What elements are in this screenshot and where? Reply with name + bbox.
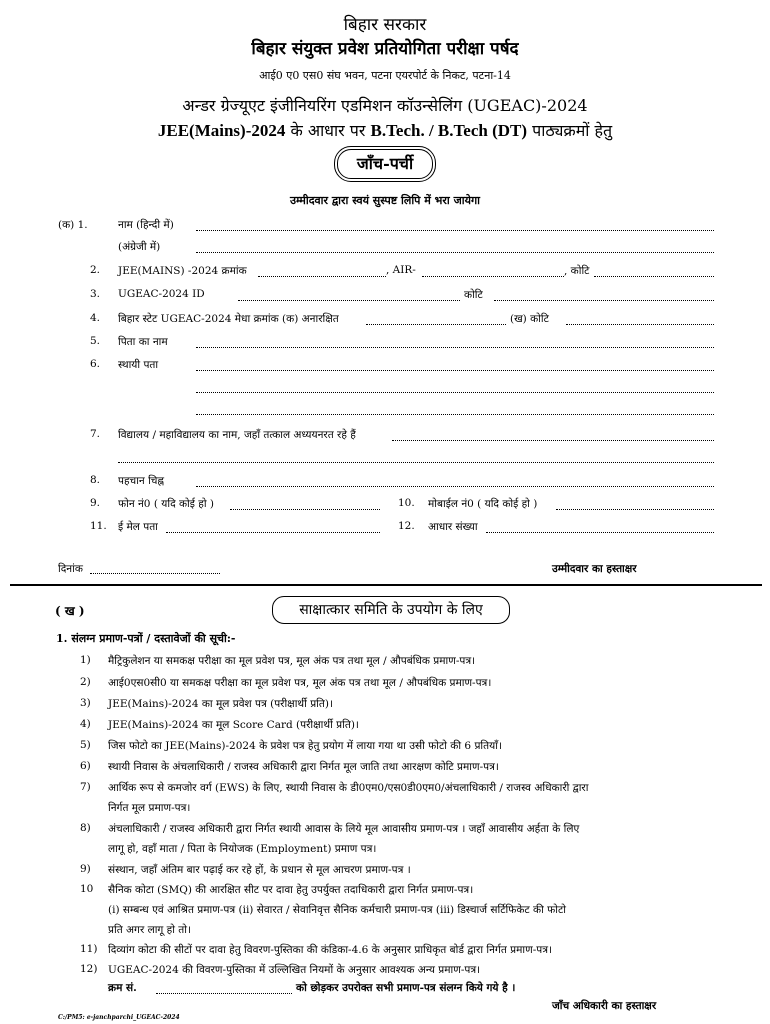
footer-file-code: C:/PM5: e-janchparchi_UGEAC-2024 xyxy=(58,1014,180,1021)
ugeac-id-field[interactable] xyxy=(238,300,460,301)
counselling-title: अन्डर ग्रेज्यूएट इंजीनियरिंग एडमिशन कॉउन्सेलिंग (UGEAC)-2024 xyxy=(182,96,588,115)
course-line xyxy=(0,119,770,141)
kotii-field[interactable] xyxy=(494,300,714,301)
document-item-text: मैट्रिकुलेशन या समकक्ष परीक्षा का मूल प्रवेश पत्र, मूल अंक पत्र तथा मूल / औपबंधिक प्रमाण-पत्र। xyxy=(108,655,476,667)
item-6-number: 6. xyxy=(90,358,101,370)
item-9-number: 9. xyxy=(90,497,101,509)
candidate-signature-label: उम्मीदवार का हस्ताक्षर xyxy=(552,563,637,575)
document-item-text: निर्गत मूल प्रमाण-पत्र। xyxy=(108,802,191,814)
phone-field[interactable] xyxy=(230,509,380,510)
ugeac-id-label: UGEAC-2024 ID xyxy=(118,288,205,300)
date-label: दिनांक xyxy=(58,563,83,575)
date-field[interactable] xyxy=(90,573,220,574)
item-5-number: 5. xyxy=(90,335,101,347)
document-item-text: स्थायी निवास के अंचलाधिकारी / राजस्व अधिकारी द्वारा निर्गत मूल जाति तथा आरक्षण कोटि प्रमाण-पत्र। xyxy=(108,761,499,773)
kram-label: क्रम सं. xyxy=(108,982,137,994)
father-name-label: पिता का नाम xyxy=(118,336,168,348)
category-field[interactable] xyxy=(594,276,714,277)
board-address: आई0 ए0 एस0 संघ भवन, पटना एयरपोर्ट के निकट, पटना-14 xyxy=(259,69,511,82)
mobile-field[interactable] xyxy=(556,509,714,510)
item-3-number: 3. xyxy=(90,288,101,300)
section-divider xyxy=(10,584,762,586)
form-title: जाँच-पर्ची xyxy=(337,149,433,179)
jee-roll-field[interactable] xyxy=(258,276,386,277)
name-english-label: (अंग्रेजी में) xyxy=(118,241,161,253)
air-label: , AIR- xyxy=(386,264,416,276)
email-label: ई मेल पता xyxy=(118,521,158,533)
document-item-text: लागू हो, वहाँ माता / पिता के नियोजक (Employment) प्रमाण पत्र। xyxy=(108,843,377,855)
document-item-number: 7) xyxy=(80,781,91,793)
address-field-2[interactable] xyxy=(196,392,714,393)
document-item-number: 10 xyxy=(80,883,94,895)
document-item-text: संस्थान, जहाँ अंतिम बार पढ़ाई कर रहे हों, के प्रधान से मूल आचरण प्रमाण-पत्र । xyxy=(108,864,411,876)
document-item-text: JEE(Mains)-2024 का मूल Score Card (परीक्षार्थी प्रति)। xyxy=(108,719,359,731)
officer-signature-label: जाँच अधिकारी का हस्ताक्षर xyxy=(552,1000,657,1012)
document-list-title: 1. संलग्न प्रमाण-पत्रों / दस्तावेजों की सूची:- xyxy=(56,632,236,645)
name-english-field[interactable] xyxy=(196,252,714,253)
mobile-label: मोबाईल नं0 ( यदि कोई हो ) xyxy=(428,498,538,510)
instruction: उम्मीदवार द्वारा स्वयं सुस्पष्ट लिपि में भरा जायेगा xyxy=(289,194,481,207)
section-b-marker: ( ख ) xyxy=(55,604,85,618)
address-field-3[interactable] xyxy=(196,414,714,415)
item-12-number: 12. xyxy=(398,520,415,532)
committee-use-title: साक्षात्कार समिति के उपयोग के लिए xyxy=(272,596,510,624)
govt-line: बिहार सरकार xyxy=(343,15,427,35)
board-name: बिहार संयुक्त प्रवेश प्रतियोगिता परीक्षा पर्षद xyxy=(251,39,519,59)
email-field[interactable] xyxy=(166,532,380,533)
phone-label: फोन नं0 ( यदि कोई हो ) xyxy=(118,498,214,510)
college-field-2[interactable] xyxy=(118,462,714,463)
item-7-number: 7. xyxy=(90,428,101,440)
merit-category-field[interactable] xyxy=(566,324,714,325)
item-4-number: 4. xyxy=(90,312,101,324)
aadhar-field[interactable] xyxy=(486,532,714,533)
document-item-text: JEE(Mains)-2024 का मूल प्रवेश पत्र (परीक्षार्थी प्रति)। xyxy=(108,698,333,710)
document-item-number: 6) xyxy=(80,760,91,772)
document-item-text: (i) सम्बन्ध एवं आश्रित प्रमाण-पत्र (ii) सेवारत / सेवानिवृत्त सैनिक कर्मचारी प्रमाण-पत्र (iii) डिस्चार्ज सर्टिफिकेट की फोटो xyxy=(108,904,566,916)
father-name-field[interactable] xyxy=(196,347,714,348)
identification-field[interactable] xyxy=(196,486,714,487)
item-2-number: 2. xyxy=(90,264,101,276)
document-item-text: आर्थिक रूप से कमजोर वर्ग (EWS) के लिए, स्थायी निवास के डी0एम0/एस0डी0एम0/अंचलाधिकारी / राजस्व अधिकारी द्वारा xyxy=(108,782,589,794)
category-label: , कोटि xyxy=(564,265,590,277)
document-item-text: अंचलाधिकारी / राजस्व अधिकारी द्वारा निर्गत स्थायी आवास के लिये मूल आवासीय प्रमाण-पत्र । जहाँ आवासीय अर्हता के लिए xyxy=(108,823,580,835)
kram-field[interactable] xyxy=(156,993,292,994)
course-line-jee: JEE(Mains)-2024 xyxy=(157,121,286,140)
college-field-1[interactable] xyxy=(392,440,714,441)
name-hindi-label: नाम (हिन्दी में) xyxy=(118,219,174,231)
item-10-number: 10. xyxy=(398,497,415,509)
document-item-text: जिस फोटो का JEE(Mains)-2024 के प्रवेश पत्र हेतु प्रयोग में लाया गया था उसी फोटो की 6 प्रतियाँ। xyxy=(108,740,502,752)
document-item-number: 5) xyxy=(80,739,91,751)
course-line-btech: B.Tech. / B.Tech (DT) xyxy=(370,121,528,140)
document-item-text: दिव्यांग कोटा की सीटों पर दावा हेतु विवरण-पुस्तिका की कंडिका-4.6 के अनुसार प्राधिकृत बोर्ड द्वारा निर्गत प्रमाण-पत्र। xyxy=(108,944,553,956)
document-item-text: आई0एस0सी0 या समकक्ष परीक्षा का मूल प्रवेश पत्र, मूल अंक पत्र तथा मूल / औपबंधिक प्रमाण-पत्र। xyxy=(108,677,492,689)
section-a-marker: (क) 1. xyxy=(58,219,88,231)
document-item-number: 3) xyxy=(80,697,91,709)
document-item-text: प्रति अगर लागू हो तो। xyxy=(108,924,191,936)
merit-label: बिहार स्टेट UGEAC-2024 मेधा क्रमांक (क) अनारक्षित xyxy=(118,313,339,325)
jee-roll-label: JEE(MAINS) -2024 क्रमांक xyxy=(118,265,247,277)
kotii-label: कोटि xyxy=(464,289,483,301)
kram-statement: को छोड़कर उपरोक्त सभी प्रमाण-पत्र संलग्न किये गये है । xyxy=(296,982,516,994)
document-item-text: सैनिक कोटा (SMQ) की आरक्षित सीट पर दावा हेतु उपर्युक्त तदाधिकारी द्वारा निर्गत प्रमाण-पत्र। xyxy=(108,884,474,896)
document-item-number: 12) xyxy=(80,963,98,975)
document-item-text: UGEAC-2024 की विवरण-पुस्तिका में उल्लिखित नियमों के अनुसार आवश्यक अन्य प्रमाण-पत्र। xyxy=(108,964,481,976)
document-item-number: 1) xyxy=(80,654,91,666)
name-hindi-field[interactable] xyxy=(196,230,714,231)
merit-unreserved-field[interactable] xyxy=(366,324,506,325)
aadhar-label: आधार संख्या xyxy=(428,521,478,533)
merit-category-label: (ख) कोटि xyxy=(510,313,549,325)
document-item-number: 11) xyxy=(80,943,98,955)
document-item-number: 9) xyxy=(80,863,91,875)
item-11-number: 11. xyxy=(90,520,107,532)
air-field[interactable] xyxy=(422,276,564,277)
course-line-mid: के आधार पर xyxy=(285,121,371,140)
course-line-end: पाठ्यक्रमों हेतु xyxy=(527,121,613,140)
document-item-number: 8) xyxy=(80,822,91,834)
document-item-number: 4) xyxy=(80,718,91,730)
address-label: स्थायी पता xyxy=(118,359,159,371)
address-field-1[interactable] xyxy=(196,370,714,371)
college-label: विद्यालय / महाविद्यालय का नाम, जहाँ तत्काल अध्ययनरत रहे हैं xyxy=(118,429,356,441)
document-item-number: 2) xyxy=(80,676,91,688)
identification-label: पहचान चिह्न xyxy=(118,475,165,487)
item-8-number: 8. xyxy=(90,474,101,486)
